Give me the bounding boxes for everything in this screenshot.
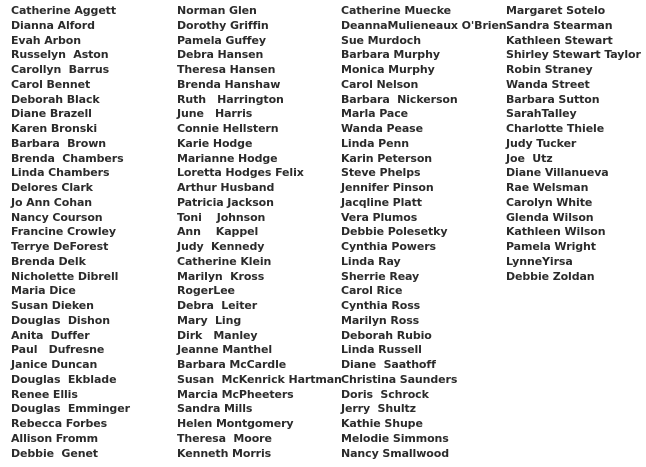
name-entry: Melodie Simmons (341, 431, 449, 445)
name-entry: Dianna Alford (11, 18, 95, 32)
name-entry: Margaret Sotelo (506, 4, 606, 17)
name-column-1 (11, 4, 130, 461)
name-entry: DeannaMulieneaux O'Brien (341, 18, 507, 32)
name-entry: Kathleen Wilson (506, 225, 606, 239)
name-entry: Ruth Harrington (177, 92, 284, 106)
name-entry: Marilyn Ross (341, 313, 420, 327)
name-entry: Jennifer Pinson (341, 181, 434, 194)
name-entry: Judy Tucker (506, 136, 577, 150)
name-entry: Douglas Ekblade (11, 372, 117, 386)
name-entry: Rebecca Forbes (11, 417, 108, 430)
name-entry: SarahTalley (506, 107, 577, 121)
name-entry: Norman Glen (177, 4, 257, 17)
name-entry: Paul Dufresne (11, 343, 105, 357)
name-entry: Linda Russell (341, 343, 422, 357)
name-entry: Sherrie Reay (341, 269, 420, 283)
name-entry: Charlotte Thiele (506, 122, 605, 135)
name-entry: Steve Phelps (341, 166, 421, 180)
name-entry: Doris Schrock (341, 387, 429, 401)
name-entry: Toni Johnson (177, 210, 266, 224)
name-entry: Vera Plumos (341, 210, 418, 224)
name-entry: Jacqline Platt (341, 195, 422, 209)
name-entry: Theresa Hansen (177, 63, 276, 76)
name-entry: Linda Ray (341, 254, 401, 268)
name-entry: Catherine Muecke (341, 4, 452, 17)
name-entry: Kathleen Stewart (506, 33, 613, 47)
name-entry: Douglas Emminger (11, 402, 130, 416)
name-entry: Debbie Polesetky (341, 225, 448, 239)
name-entry: Janice Duncan (11, 358, 98, 371)
name-entry: Susan Dieken (11, 299, 94, 312)
name-entry: Karie Hodge (177, 136, 253, 150)
name-entry: Karin Peterson (341, 151, 433, 165)
name-entry: Loretta Hodges Felix (177, 166, 304, 180)
name-entry: Anita Duffer (11, 328, 90, 342)
name-entry: Glenda Wilson (506, 210, 594, 224)
name-entry: Carol Rice (341, 284, 403, 298)
name-entry: Mary Ling (177, 313, 242, 327)
name-entry: Judy Kennedy (177, 240, 265, 253)
name-entry: Cynthia Ross (341, 299, 421, 312)
name-entry: Helen Montgomery (177, 417, 294, 430)
name-entry: Robin Straney (506, 63, 593, 76)
name-entry: Debra Hansen (177, 48, 264, 62)
name-entry: Jerry Shultz (341, 402, 416, 416)
name-entry: Barbara Murphy (341, 48, 440, 62)
name-entry: Francine Crowley (11, 225, 116, 239)
name-entry: LynneYirsa (506, 254, 573, 268)
name-entry: Arthur Husband (177, 181, 275, 194)
name-entry: Barbara Nickerson (341, 92, 458, 106)
name-entry: Joe Utz (506, 151, 553, 165)
name-entry: Debbie Genet (11, 446, 98, 460)
name-entry: Marianne Hodge (177, 151, 278, 165)
name-entry: Maria Dice (11, 284, 76, 298)
name-entry: Diane Saathoff (341, 358, 436, 371)
name-entry: Jeanne Manthel (177, 343, 273, 357)
name-entry: Brenda Delk (11, 254, 86, 268)
name-entry: Christina Saunders (341, 372, 458, 386)
name-entry: Linda Chambers (11, 166, 110, 180)
name-entry: Nicholette Dibrell (11, 269, 119, 283)
name-entry: Diane Brazell (11, 107, 92, 121)
name-entry: Diane Villanueva (506, 166, 609, 180)
name-entry: Jo Ann Cohan (11, 195, 92, 209)
name-entry: Brenda Chambers (11, 151, 124, 165)
name-entry: Douglas Dishon (11, 313, 110, 327)
name-entry: Barbara McCardle (177, 358, 287, 371)
name-entry: Susan McKenrick Hartman (177, 372, 342, 386)
name-entry: Carol Nelson (341, 77, 419, 91)
name-entry: Allison Fromm (11, 431, 99, 445)
name-entry: Deborah Rubio (341, 328, 432, 342)
name-entry: June Harris (177, 107, 253, 121)
name-entry: Deborah Black (11, 92, 100, 106)
name-entry: Cynthia Powers (341, 240, 437, 253)
name-column-2 (177, 4, 342, 461)
name-entry: Linda Penn (341, 136, 409, 150)
name-entry: Kenneth Morris (177, 446, 272, 460)
name-entry: Connie Hellstern (177, 122, 279, 135)
name-entry: Dorothy Griffin (177, 18, 269, 32)
name-entry: Brenda Hanshaw (177, 77, 281, 91)
name-entry: Delores Clark (11, 181, 93, 194)
name-entry: Sue Murdoch (341, 33, 421, 47)
name-entry: Wanda Pease (341, 122, 423, 135)
name-entry: Wanda Street (506, 77, 590, 91)
name-entry: Kathie Shupe (341, 417, 423, 430)
name-entry: Marilyn Kross (177, 269, 265, 283)
name-entry: Renee Ellis (11, 387, 78, 401)
name-entry: Carolyn White (506, 195, 593, 209)
name-column-3 (341, 4, 507, 461)
name-entry: Evah Arbon (11, 33, 81, 47)
name-entry: Karen Bronski (11, 122, 98, 135)
name-entry: Pamela Wright (506, 240, 596, 253)
name-entry: Dirk Manley (177, 328, 258, 342)
name-entry: Monica Murphy (341, 63, 435, 76)
name-entry: Terrye DeForest (11, 240, 109, 253)
name-entry: Debbie Zoldan (506, 269, 595, 283)
name-entry: RogerLee (177, 284, 235, 298)
name-entry: Marla Pace (341, 107, 408, 121)
name-entry: Shirley Stewart Taylor (506, 48, 641, 62)
name-column-4 (506, 4, 641, 284)
name-entry: Debra Leiter (177, 299, 258, 312)
name-entry: Sandra Mills (177, 402, 253, 416)
name-entry: Theresa Moore (177, 431, 272, 445)
name-entry: Patricia Jackson (177, 195, 274, 209)
name-entry: Barbara Brown (11, 136, 106, 150)
name-entry: Russelyn Aston (11, 48, 109, 62)
name-entry: Nancy Courson (11, 210, 103, 224)
name-entry: Carollyn Barrus (11, 63, 110, 76)
name-entry: Rae Welsman (506, 181, 589, 194)
name-entry: Nancy Smallwood (341, 446, 449, 460)
name-entry: Catherine Aggett (11, 4, 117, 17)
name-entry: Sandra Stearman (506, 18, 613, 32)
name-entry: Carol Bennet (11, 77, 91, 91)
name-entry: Pamela Guffey (177, 33, 266, 47)
name-entry: Barbara Sutton (506, 92, 600, 106)
name-entry: Catherine Klein (177, 254, 272, 268)
name-entry: Ann Kappel (177, 225, 259, 239)
name-entry: Marcia McPheeters (177, 387, 294, 401)
